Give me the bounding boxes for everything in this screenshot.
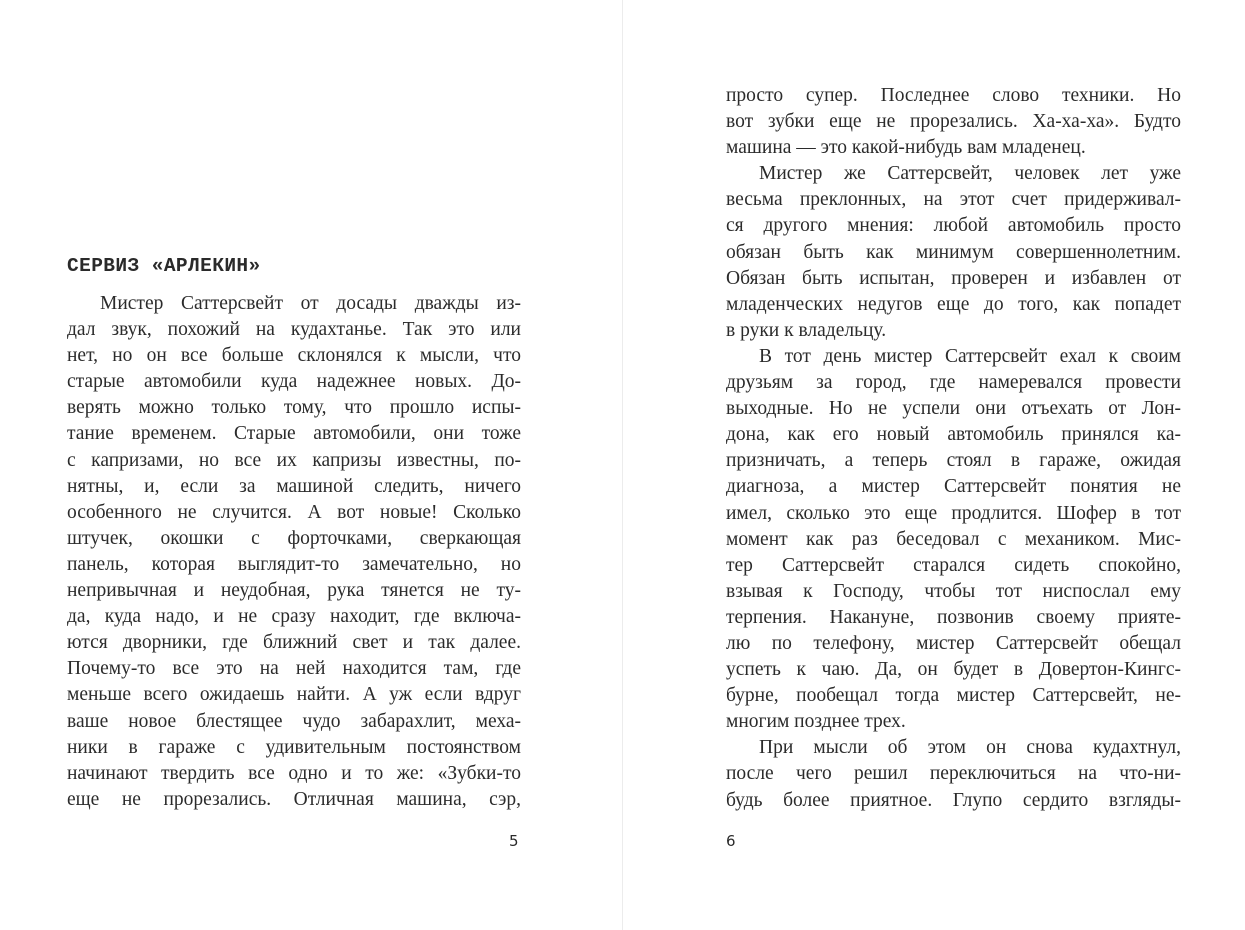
- text-line: Мистер же Саттерсвейт, человек лет уже: [759, 163, 1181, 185]
- text-line: В тот день мистер Саттерсвейт ехал к своим: [759, 345, 1181, 367]
- text-line: выходные. Но не успели они отъехать от Лон-: [726, 398, 1181, 420]
- text-line: Почему-то все это на ней находится там, где: [67, 658, 521, 680]
- text-line: Обязан быть испытан, проверен и избавлен от: [726, 267, 1181, 289]
- text-line: машина — это какой-нибудь вам младенец.: [726, 137, 1086, 159]
- text-line: бурне, пообещал тогда мистер Саттерсвейт, не-: [726, 685, 1181, 707]
- text-line: штучек, окошки с форточками, сверкающая: [67, 527, 521, 549]
- text-line: весьма преклонных, на этот счет придерживал-: [726, 189, 1181, 211]
- text-line: тер Саттерсвейт старался сидеть спокойно,: [726, 554, 1181, 576]
- text-line: да, куда надо, и не сразу находит, где включа-: [67, 606, 521, 628]
- left-page-text: [67, 291, 521, 813]
- text-line: дона, как его новый автомобиль принялся ка-: [726, 424, 1181, 446]
- text-line: вот зубки еще не прорезались. Ха-ха-ха». Будто: [726, 111, 1181, 133]
- text-line: ются дворники, где ближний свет и так далее.: [67, 632, 521, 654]
- left-page: [0, 0, 622, 930]
- page-number: 5: [509, 832, 519, 850]
- text-line: призничать, а теперь стоял в гараже, ожидая: [726, 450, 1181, 472]
- text-line: обязан быть как минимум совершеннолетним.: [726, 241, 1181, 263]
- page-number: 6: [726, 832, 736, 850]
- chapter-title: СЕРВИЗ «АРЛЕКИН»: [67, 255, 261, 277]
- text-line: друзьям за город, где намеревался провести: [726, 372, 1181, 394]
- text-line: взывая к Господу, чтобы тот ниспослал ему: [726, 580, 1181, 602]
- text-line: после чего решил переключиться на что-ни-: [726, 763, 1181, 785]
- text-line: При мысли об этом он снова кудахтнул,: [759, 737, 1181, 759]
- text-line: нятны, и, если за машиной следить, ничего: [67, 475, 521, 497]
- text-line: панель, которая выглядит-то замечательно, но: [67, 553, 521, 575]
- text-line: будь более приятное. Глупо сердито взгляды-: [726, 789, 1181, 811]
- text-line: меньше всего ожидаешь найти. А уж если вдруг: [67, 684, 521, 706]
- text-line: терпения. Накануне, позвонив своему прияте-: [726, 606, 1181, 628]
- right-page-text: [726, 83, 1181, 814]
- text-line: лю по телефону, мистер Саттерсвейт обещал: [726, 632, 1181, 654]
- text-line: успеть к чаю. Да, он будет в Довертон-Кингс-: [726, 659, 1181, 681]
- text-line: ники в гараже с удивительным постоянством: [67, 736, 521, 758]
- right-page: [623, 0, 1245, 930]
- text-line: с капризами, но все их капризы известны, по-: [67, 449, 521, 471]
- text-line: Мистер Саттерсвейт от досады дважды из-: [100, 293, 521, 314]
- text-line: тание временем. Старые автомобили, они тоже: [67, 423, 521, 445]
- text-line: особенного не случится. А вот новые! Сколько: [67, 501, 521, 523]
- text-line: ся другого мнения: любой автомобиль просто: [726, 215, 1181, 237]
- text-line: дал звук, похожий на кудахтанье. Так это или: [67, 319, 521, 341]
- text-line: нет, но он все больше склонялся к мысли, что: [67, 345, 521, 367]
- text-line: еще не прорезались. Отличная машина, сэр,: [67, 788, 521, 810]
- text-line: ваше новое блестящее чудо забарахлит, меха-: [67, 710, 521, 732]
- text-line: имел, сколько это еще продлится. Шофер в тот: [726, 502, 1181, 524]
- text-line: диагноза, а мистер Саттерсвейт понятия не: [726, 476, 1181, 498]
- text-line: просто супер. Последнее слово техники. Но: [726, 85, 1181, 106]
- text-line: начинают твердить все одно и то же: «Зубки-то: [67, 762, 521, 784]
- text-line: младенческих недугов еще до того, как попадет: [726, 293, 1181, 315]
- text-line: многим позднее трех.: [726, 711, 906, 733]
- text-line: момент как раз беседовал с механиком. Мис-: [726, 528, 1181, 550]
- text-line: в руки к владельцу.: [726, 319, 887, 341]
- text-line: верять можно только тому, что прошло испы-: [67, 397, 521, 419]
- text-line: старые автомобили куда надежнее новых. До-: [67, 371, 521, 393]
- text-line: непривычная и неудобная, рука тянется не ту-: [67, 580, 521, 602]
